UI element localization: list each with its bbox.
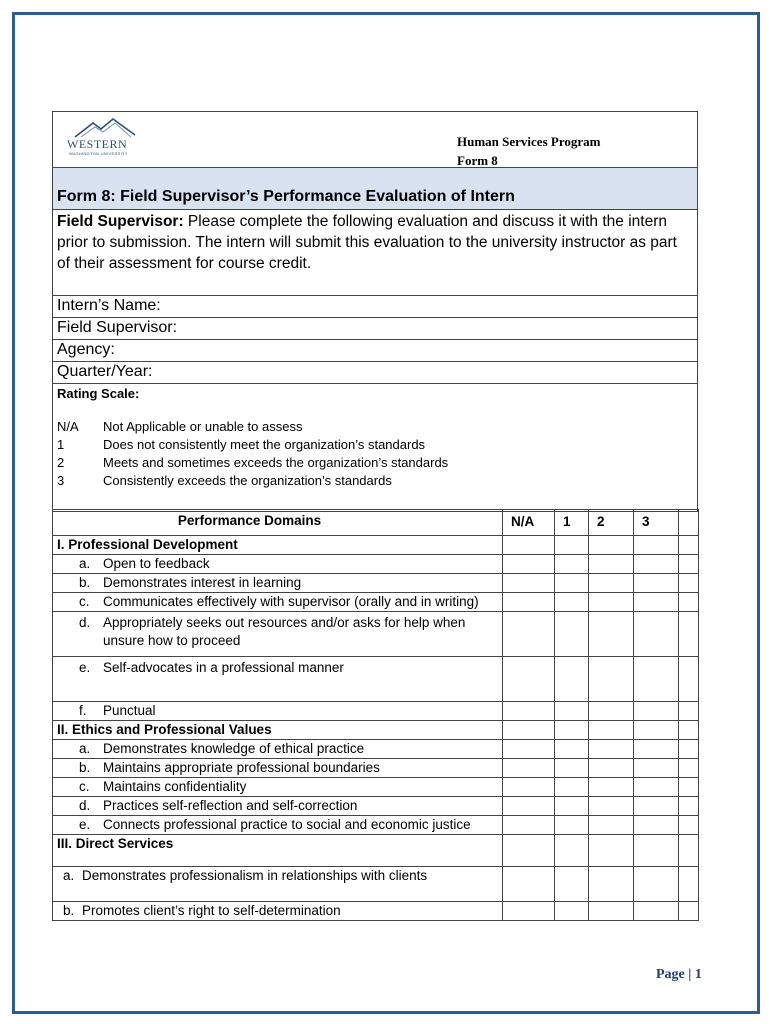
item-text: Open to feedback xyxy=(103,556,210,571)
item-letter: a. xyxy=(79,556,91,571)
rating-checkbox-cell[interactable] xyxy=(503,612,555,657)
rating-checkbox-cell[interactable] xyxy=(679,797,699,816)
evaluation-item xyxy=(53,759,503,778)
scale-code: 3 xyxy=(57,473,65,488)
scale-description: Does not consistently meet the organization’s standards xyxy=(103,437,426,452)
scale-description: Not Applicable or unable to assess xyxy=(103,419,303,434)
rating-checkbox-cell[interactable] xyxy=(503,778,555,797)
rating-checkbox-cell[interactable] xyxy=(503,702,555,721)
rating-checkbox-cell[interactable] xyxy=(555,867,589,902)
rating-checkbox-cell[interactable] xyxy=(634,740,679,759)
rating-scale-item xyxy=(57,436,693,454)
rating-checkbox-cell[interactable] xyxy=(589,702,634,721)
evaluation-item xyxy=(53,778,503,797)
rating-checkbox-cell[interactable] xyxy=(634,797,679,816)
rating-checkbox-cell[interactable] xyxy=(634,702,679,721)
rating-checkbox-cell[interactable] xyxy=(679,816,699,835)
rating-checkbox-cell[interactable] xyxy=(555,574,589,593)
rating-checkbox-cell[interactable] xyxy=(503,867,555,902)
evaluation-item xyxy=(53,702,503,721)
item-text: Demonstrates interest in learning xyxy=(103,575,302,590)
rating-checkbox-cell[interactable] xyxy=(503,536,555,555)
rating-checkbox-cell[interactable] xyxy=(679,778,699,797)
rating-checkbox-cell[interactable] xyxy=(555,816,589,835)
rating-checkbox-cell[interactable] xyxy=(503,797,555,816)
rating-scale xyxy=(53,384,698,512)
rating-column-header: 2 xyxy=(589,510,634,536)
agency-field[interactable]: Agency: xyxy=(53,340,698,362)
instructions-label: Field Supervisor: xyxy=(57,213,184,230)
rating-checkbox-cell[interactable] xyxy=(634,867,679,902)
evaluation-item xyxy=(53,797,503,816)
evaluation-item xyxy=(53,593,503,612)
rating-scale-item xyxy=(57,454,693,472)
rating-checkbox-cell[interactable] xyxy=(679,536,699,555)
rating-checkbox-cell[interactable] xyxy=(679,835,699,867)
rating-checkbox-cell[interactable] xyxy=(589,816,634,835)
program-name: Human Services Program xyxy=(457,134,601,149)
rating-checkbox-cell[interactable] xyxy=(503,721,555,740)
rating-checkbox-cell[interactable] xyxy=(634,759,679,778)
evaluation-item xyxy=(53,612,503,657)
evaluation-item xyxy=(53,816,503,835)
item-text: Maintains confidentiality xyxy=(103,779,247,794)
item-letter: e. xyxy=(79,660,91,675)
rating-checkbox-cell[interactable] xyxy=(589,867,634,902)
item-letter: e. xyxy=(79,817,91,832)
rating-checkbox-cell[interactable] xyxy=(634,574,679,593)
item-letter: f. xyxy=(79,703,87,718)
item-text: Practices self-reflection and self-correction xyxy=(103,798,358,813)
rating-checkbox-cell[interactable] xyxy=(555,835,589,867)
section-title: III. Direct Services xyxy=(53,835,503,867)
intern-name-field[interactable]: Intern’s Name: xyxy=(53,296,698,318)
mountain-logo-icon xyxy=(73,117,137,139)
item-letter: c. xyxy=(79,594,90,609)
rating-checkbox-cell[interactable] xyxy=(634,555,679,574)
rating-scale-title: Rating Scale: xyxy=(57,386,140,401)
rating-checkbox-cell[interactable] xyxy=(589,797,634,816)
rating-checkbox-cell[interactable] xyxy=(634,835,679,867)
rating-checkbox-cell[interactable] xyxy=(503,593,555,612)
rating-checkbox-cell[interactable] xyxy=(589,657,634,702)
rating-checkbox-cell[interactable] xyxy=(634,657,679,702)
rating-checkbox-cell[interactable] xyxy=(555,778,589,797)
scale-description: Meets and sometimes exceeds the organization’s standards xyxy=(103,455,449,470)
item-text: Connects professional practice to social and economic justice xyxy=(103,817,471,832)
scale-code: 2 xyxy=(57,455,65,470)
rating-checkbox-cell[interactable] xyxy=(503,657,555,702)
evaluation-item xyxy=(53,867,503,902)
rating-checkbox-cell[interactable] xyxy=(503,835,555,867)
item-letter: c. xyxy=(79,779,90,794)
rating-checkbox-cell[interactable] xyxy=(503,759,555,778)
item-letter: d. xyxy=(79,798,91,813)
scale-code: 1 xyxy=(57,437,65,452)
form-header-table xyxy=(52,111,698,512)
item-letter: b. xyxy=(63,903,75,918)
form-title: Form 8: Field Supervisor’s Performance Evaluation of Intern xyxy=(53,168,698,210)
rating-checkbox-cell[interactable] xyxy=(634,721,679,740)
item-letter: a. xyxy=(63,868,75,883)
rating-column-header xyxy=(679,510,699,536)
rating-checkbox-cell[interactable] xyxy=(634,612,679,657)
rating-checkbox-cell[interactable] xyxy=(555,593,589,612)
form-number: Form 8 xyxy=(457,153,498,168)
evaluation-item xyxy=(53,740,503,759)
item-text: Demonstrates knowledge of ethical practice xyxy=(103,741,365,756)
page-number: Page | 1 xyxy=(656,967,702,982)
rating-checkbox-cell[interactable] xyxy=(679,657,699,702)
rating-checkbox-cell[interactable] xyxy=(555,759,589,778)
rating-checkbox-cell[interactable] xyxy=(589,536,634,555)
rating-checkbox-cell[interactable] xyxy=(589,778,634,797)
item-text: Promotes client’s right to self-determination xyxy=(82,903,341,918)
rating-checkbox-cell[interactable] xyxy=(679,759,699,778)
rating-checkbox-cell[interactable] xyxy=(555,536,589,555)
rating-checkbox-cell[interactable] xyxy=(589,740,634,759)
evaluation-item xyxy=(53,555,503,574)
logo-subtext: WASHINGTON UNIVERSITY xyxy=(69,151,128,156)
rating-checkbox-cell[interactable] xyxy=(589,902,634,921)
rating-checkbox-cell[interactable] xyxy=(555,555,589,574)
rating-checkbox-cell[interactable] xyxy=(634,816,679,835)
evaluation-item xyxy=(53,574,503,593)
scale-code: N/A xyxy=(57,419,79,434)
performance-domains-header: Performance Domains xyxy=(53,510,503,536)
item-text: Self-advocates in a professional manner xyxy=(103,660,344,675)
rating-checkbox-cell[interactable] xyxy=(679,574,699,593)
instructions xyxy=(53,210,698,296)
rating-checkbox-cell[interactable] xyxy=(679,721,699,740)
item-letter: b. xyxy=(79,760,91,775)
rating-checkbox-cell[interactable] xyxy=(503,816,555,835)
university-logo xyxy=(67,117,147,159)
performance-table xyxy=(52,509,699,921)
rating-checkbox-cell[interactable] xyxy=(555,612,589,657)
item-letter: b. xyxy=(79,575,91,590)
rating-checkbox-cell[interactable] xyxy=(679,902,699,921)
rating-column-header: 3 xyxy=(634,510,679,536)
rating-checkbox-cell[interactable] xyxy=(679,555,699,574)
rating-checkbox-cell[interactable] xyxy=(679,867,699,902)
rating-checkbox-cell[interactable] xyxy=(555,657,589,702)
rating-checkbox-cell[interactable] xyxy=(555,797,589,816)
rating-checkbox-cell[interactable] xyxy=(503,555,555,574)
scale-description: Consistently exceeds the organization’s standards xyxy=(103,473,392,488)
rating-checkbox-cell[interactable] xyxy=(679,612,699,657)
item-letter: d. xyxy=(79,615,91,630)
rating-checkbox-cell[interactable] xyxy=(503,574,555,593)
rating-checkbox-cell[interactable] xyxy=(634,536,679,555)
item-text: Punctual xyxy=(103,703,156,718)
item-text: Communicates effectively with supervisor (orally and in writing) xyxy=(103,594,479,609)
rating-checkbox-cell[interactable] xyxy=(555,740,589,759)
instructions-text: Please complete the following evaluation and discuss it with the intern prior to submission. The intern will submit this evaluation to the university instructor as part of their assessment for course credit. xyxy=(57,213,677,272)
rating-checkbox-cell[interactable] xyxy=(589,555,634,574)
quarter-year-field[interactable]: Quarter/Year: xyxy=(53,362,698,384)
rating-checkbox-cell[interactable] xyxy=(589,574,634,593)
rating-checkbox-cell[interactable] xyxy=(555,721,589,740)
rating-checkbox-cell[interactable] xyxy=(679,740,699,759)
rating-checkbox-cell[interactable] xyxy=(503,902,555,921)
item-letter: a. xyxy=(79,741,91,756)
rating-column-header: 1 xyxy=(555,510,589,536)
rating-scale-item xyxy=(57,418,693,436)
rating-column-header: N/A xyxy=(503,510,555,536)
item-text: Demonstrates professionalism in relationships with clients xyxy=(82,868,428,883)
rating-checkbox-cell[interactable] xyxy=(589,835,634,867)
logo-wordmark: WESTERN xyxy=(67,137,128,151)
rating-scale-item xyxy=(57,472,693,490)
rating-checkbox-cell[interactable] xyxy=(679,702,699,721)
header-cell xyxy=(53,112,698,168)
rating-checkbox-cell[interactable] xyxy=(634,593,679,612)
rating-checkbox-cell[interactable] xyxy=(589,759,634,778)
rating-checkbox-cell[interactable] xyxy=(555,902,589,921)
evaluation-item xyxy=(53,902,503,921)
section-title: II. Ethics and Professional Values xyxy=(53,721,503,740)
section-title: I. Professional Development xyxy=(53,536,503,555)
rating-checkbox-cell[interactable] xyxy=(503,740,555,759)
item-text: Appropriately seeks out resources and/or asks for help when unsure how to proceed xyxy=(103,615,466,648)
evaluation-item xyxy=(53,657,503,702)
rating-checkbox-cell[interactable] xyxy=(634,778,679,797)
rating-checkbox-cell[interactable] xyxy=(589,612,634,657)
field-supervisor-field[interactable]: Field Supervisor: xyxy=(53,318,698,340)
rating-checkbox-cell[interactable] xyxy=(589,593,634,612)
rating-checkbox-cell[interactable] xyxy=(589,721,634,740)
rating-checkbox-cell[interactable] xyxy=(634,902,679,921)
rating-checkbox-cell[interactable] xyxy=(679,593,699,612)
rating-checkbox-cell[interactable] xyxy=(555,702,589,721)
item-text: Maintains appropriate professional boundaries xyxy=(103,760,380,775)
